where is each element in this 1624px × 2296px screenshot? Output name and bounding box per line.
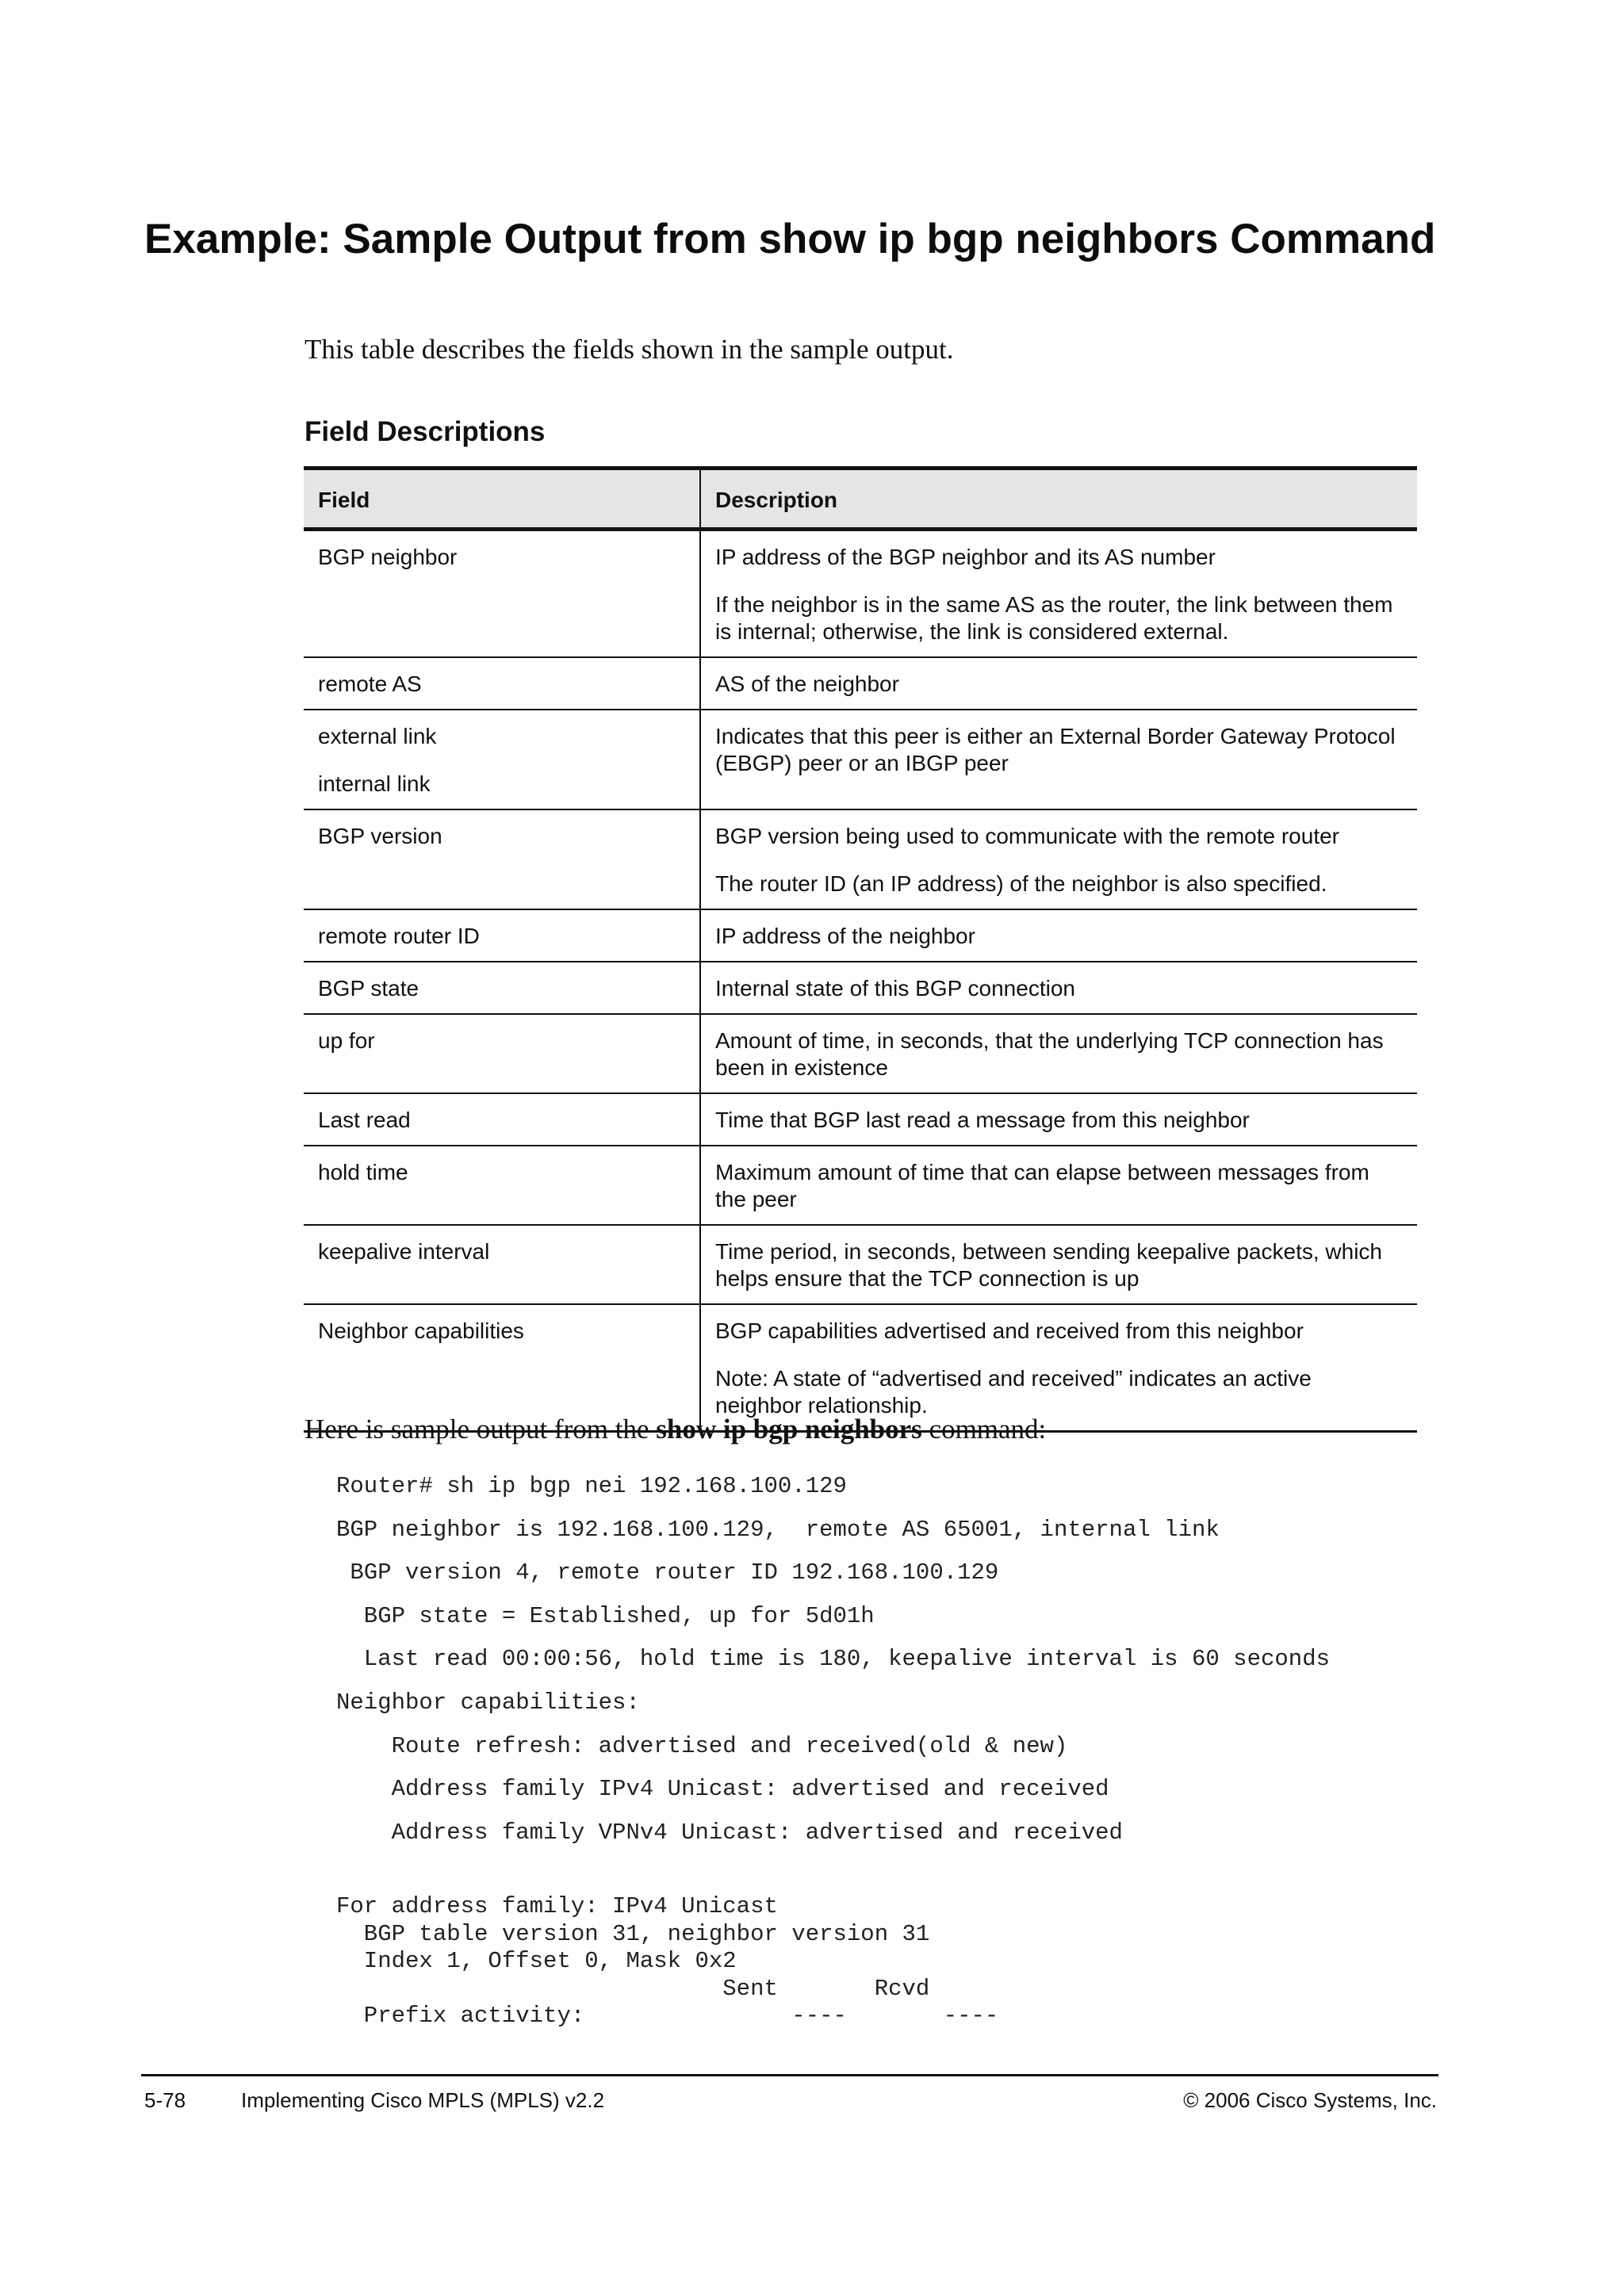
code-line: Neighbor capabilities: — [336, 1689, 640, 1716]
page-number: 5-78 — [144, 2088, 186, 2112]
table-row — [304, 657, 1417, 710]
field-name: BGP state — [318, 976, 419, 1001]
header-description: Description — [700, 469, 1417, 530]
description-text: If the neighbor is in the same AS as the router, the link between them is internal; otherwise, the link is considered external. — [715, 592, 1393, 644]
code-line: BGP neighbor is 192.168.100.129, remote AS 65001, internal link — [336, 1516, 1220, 1543]
description-cell — [700, 809, 1417, 909]
field-cell — [304, 1225, 700, 1304]
code-line: BGP table version 31, neighbor version 31 — [336, 1920, 930, 1947]
field-cell — [304, 1093, 700, 1146]
table-row — [304, 710, 1417, 809]
sample-output-intro — [304, 1410, 1046, 1449]
code-line: Address family IPv4 Unicast: advertised and received — [336, 1776, 1109, 1803]
sample-intro-text-end: command: — [921, 1414, 1047, 1445]
field-cell — [304, 710, 700, 809]
command-name: show ip bgp neighbors — [656, 1414, 922, 1445]
field-name: Neighbor capabilities — [318, 1318, 524, 1343]
table-caption: Field Descriptions — [304, 416, 546, 447]
sample-output-code — [336, 1465, 1330, 1854]
field-name: internal link — [318, 771, 431, 796]
table-row — [304, 1093, 1417, 1146]
field-cell — [304, 962, 700, 1014]
field-name: up for — [318, 1028, 375, 1053]
copyright-notice: © 2006 Cisco Systems, Inc. — [1183, 2088, 1437, 2112]
page-title: Example: Sample Output from show ip bgp neighbors Command — [144, 216, 1436, 262]
sample-intro-text: Here is sample output from the — [304, 1414, 657, 1445]
field-name: BGP version — [318, 824, 442, 848]
table-row — [304, 530, 1417, 658]
field-cell — [304, 1146, 700, 1225]
code-line: Address family VPNv4 Unicast: advertised and received — [336, 1819, 1123, 1846]
description-text: AS of the neighbor — [715, 672, 899, 696]
code-line: Route refresh: advertised and received(old & new) — [336, 1732, 1068, 1759]
field-descriptions-table — [304, 466, 1417, 1433]
table-row — [304, 1146, 1417, 1225]
description-cell — [700, 710, 1417, 809]
description-text: The router ID (an IP address) of the neighbor is also specified. — [715, 871, 1327, 896]
table-row — [304, 909, 1417, 962]
course-title: Implementing Cisco MPLS (MPLS) v2.2 — [241, 2088, 605, 2112]
field-cell — [304, 1014, 700, 1093]
description-cell — [700, 909, 1417, 962]
description-cell — [700, 530, 1417, 658]
table-row — [304, 1014, 1417, 1093]
description-text: IP address of the BGP neighbor and its AS number — [715, 545, 1216, 569]
field-name: Last read — [318, 1108, 411, 1132]
description-text: Note: A state of “advertised and received” indicates an active neighbor relationship. — [715, 1366, 1312, 1418]
table-row — [304, 962, 1417, 1014]
table-row — [304, 1225, 1417, 1304]
intro-paragraph: This table describes the fields shown in the sample output. — [304, 334, 954, 365]
address-family-output-code — [336, 1893, 998, 2030]
description-cell — [700, 657, 1417, 710]
field-name: hold time — [318, 1160, 408, 1184]
code-line: Index 1, Offset 0, Mask 0x2 — [336, 1948, 737, 1974]
description-cell — [700, 1146, 1417, 1225]
field-cell — [304, 530, 700, 658]
description-text: Amount of time, in seconds, that the underlying TCP connection has been in existence — [715, 1028, 1384, 1080]
field-cell — [304, 909, 700, 962]
code-line: BGP state = Established, up for 5d01h — [336, 1602, 875, 1629]
header-field: Field — [304, 469, 700, 530]
field-cell — [304, 657, 700, 710]
field-name: keepalive interval — [318, 1239, 490, 1264]
table-row — [304, 809, 1417, 909]
field-name: BGP neighbor — [318, 545, 458, 569]
code-line: Sent Rcvd — [336, 1975, 930, 2002]
description-text: Indicates that this peer is either an External Border Gateway Protocol (EBGP) peer or an IBGP peer — [715, 724, 1396, 775]
code-line: Last read 00:00:56, hold time is 180, keepalive interval is 60 seconds — [336, 1646, 1331, 1673]
description-cell — [700, 1093, 1417, 1146]
field-name: external link — [318, 724, 437, 748]
description-cell — [700, 962, 1417, 1014]
code-line: Router# sh ip bgp nei 192.168.100.129 — [336, 1473, 847, 1499]
code-line: Prefix activity: ---- ---- — [336, 2003, 999, 2029]
field-cell — [304, 809, 700, 909]
description-cell — [700, 1014, 1417, 1093]
field-name: remote router ID — [318, 924, 480, 948]
description-text: Maximum amount of time that can elapse between messages from the peer — [715, 1160, 1369, 1211]
table-header-row — [304, 469, 1417, 530]
description-text: IP address of the neighbor — [715, 924, 975, 948]
description-text: Time period, in seconds, between sending keepalive packets, which helps ensure that the TCP connection is up — [715, 1239, 1382, 1291]
description-text: Time that BGP last read a message from this neighbor — [715, 1108, 1250, 1132]
description-text: BGP version being used to communicate with the remote router — [715, 824, 1339, 848]
code-line: BGP version 4, remote router ID 192.168.100.129 — [336, 1559, 999, 1586]
footer-divider — [141, 2074, 1438, 2076]
description-text: BGP capabilities advertised and received from this neighbor — [715, 1318, 1304, 1343]
description-text: Internal state of this BGP connection — [715, 976, 1075, 1001]
code-line: For address family: IPv4 Unicast — [336, 1893, 778, 1919]
description-cell — [700, 1225, 1417, 1304]
field-name: remote AS — [318, 672, 422, 696]
